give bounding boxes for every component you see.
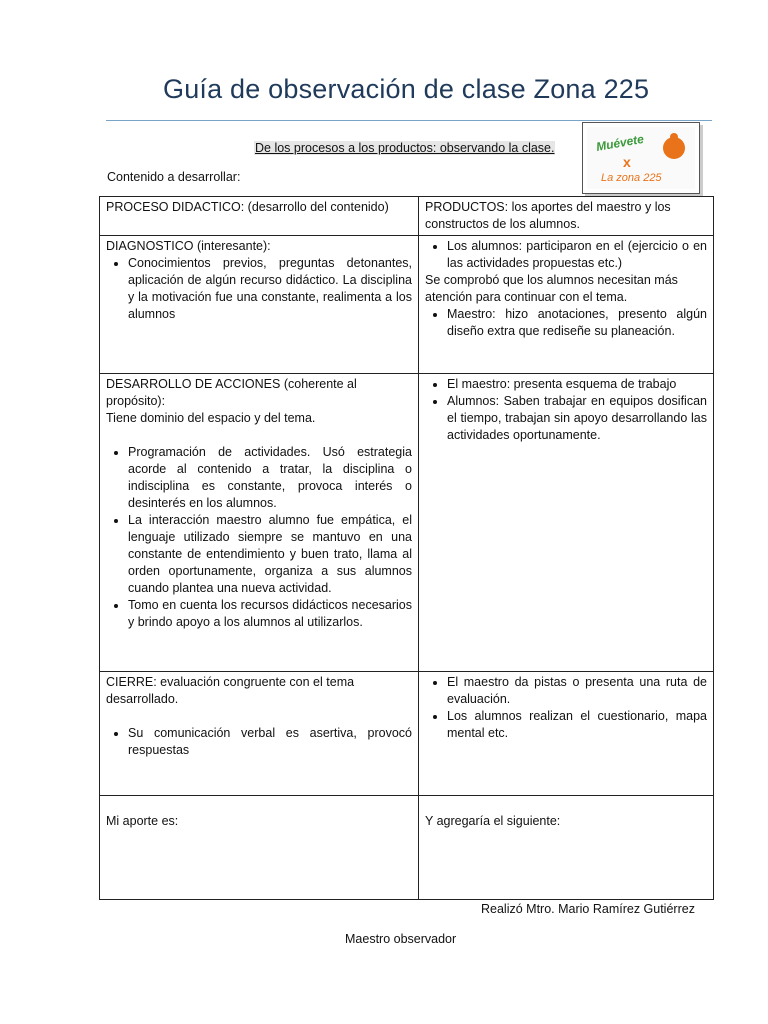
diagnostico-list xyxy=(106,255,412,323)
list-item: • Conocimientos previos, preguntas detonantes, aplicación de algún recurso didáctico. La disciplina y la motivación fue una constante, realimenta a los alumnos xyxy=(128,255,412,323)
diagnostico-products-list xyxy=(425,238,707,272)
diagnostico-heading: DIAGNOSTICO (interesante): xyxy=(106,239,271,253)
zona-225-logo xyxy=(582,122,700,194)
list-item: • Los alumnos: participaron en el (ejercicio o en las actividades propuestas etc.) xyxy=(447,238,707,272)
list-item: • Programación de actividades. Usó estrategia acorde al contenido a tratar, la disciplina o indisciplina es constante, provoca interés o desinterés en los alumnos. xyxy=(128,444,412,512)
logo-text-2: La zona 225 xyxy=(601,172,662,184)
logo-mark: x xyxy=(623,154,631,170)
spacer xyxy=(106,708,412,725)
list-item: • El maestro: presenta esquema de trabajo xyxy=(447,376,707,393)
desarrollo-line2: Tiene dominio del espacio y del tema. xyxy=(106,411,316,425)
cierre-products-list xyxy=(425,674,707,742)
aporte-row xyxy=(100,796,714,900)
logo-text-1: Muévete xyxy=(595,131,645,154)
title-divider xyxy=(106,120,712,121)
subtitle-text: De los procesos a los productos: observando la clase xyxy=(255,141,551,155)
list-item: • Su comunicación verbal es asertiva, provocó respuestas xyxy=(128,725,412,759)
desarrollo-heading: DESARROLLO DE ACCIONES (coherente al propósito): xyxy=(106,377,357,408)
agregaria-cell[interactable]: Y agregaría el siguiente: xyxy=(419,796,714,900)
list-item: • Maestro: hizo anotaciones, presento algún diseño extra que rediseñe su planeación. xyxy=(447,306,707,340)
observer-role: Maestro observador xyxy=(345,932,457,946)
diagnostico-row xyxy=(100,236,714,374)
list-item: • El maestro da pistas o presenta una ruta de evaluación. xyxy=(447,674,707,708)
diagnostico-products-cell xyxy=(419,236,714,374)
list-item: • Los alumnos realizan el cuestionario, mapa mental etc. xyxy=(447,708,707,742)
list-item: • Tomo en cuenta los recursos didácticos necesarios y brindo apoyo a los alumnos al utilizarlos. xyxy=(128,597,412,631)
header-left: PROCESO DIDACTICO: (desarrollo del contenido) xyxy=(100,197,419,236)
cierre-list xyxy=(106,725,412,759)
desarrollo-row xyxy=(100,374,714,672)
subtitle xyxy=(254,141,555,155)
observation-table xyxy=(99,196,714,900)
list-item: • La interacción maestro alumno fue empática, el lenguaje utilizado siempre se mantuvo en una constante de entendimiento y buen trato, llama al orden oportunamente, organiza a sus alumnos cuando plantea una nueva actividad. xyxy=(128,512,412,597)
table-header-row xyxy=(100,197,714,236)
spacer xyxy=(106,427,412,444)
subtitle-period: . xyxy=(551,141,555,155)
desarrollo-products-cell xyxy=(419,374,714,672)
diagnostico-cell xyxy=(100,236,419,374)
desarrollo-list xyxy=(106,444,412,631)
desarrollo-cell xyxy=(100,374,419,672)
page-title: Guía de observación de clase Zona 225 xyxy=(163,74,650,104)
signature-line: Realizó Mtro. Mario Ramírez Gutiérrez xyxy=(481,902,695,916)
header-right: PRODUCTOS: los aportes del maestro y los constructos de los alumnos. xyxy=(419,197,714,236)
cierre-row xyxy=(100,672,714,796)
logo-graphic xyxy=(583,123,699,193)
diagnostico-products-text: Se comprobó que los alumnos necesitan más atención para continuar con el tema. xyxy=(425,273,678,304)
list-item: • Alumnos: Saben trabajar en equipos dosifican el tiempo, trabajan sin apoyo desarrollando las actividades oportunamente. xyxy=(447,393,707,444)
desarrollo-products-list xyxy=(425,376,707,444)
cierre-heading: CIERRE: evaluación congruente con el tema desarrollado. xyxy=(106,675,355,706)
aporte-cell[interactable]: Mi aporte es: xyxy=(100,796,419,900)
diagnostico-products-list-2 xyxy=(425,306,707,340)
cierre-products-cell xyxy=(419,672,714,796)
cierre-cell xyxy=(100,672,419,796)
content-label: Contenido a desarrollar: xyxy=(107,170,241,184)
